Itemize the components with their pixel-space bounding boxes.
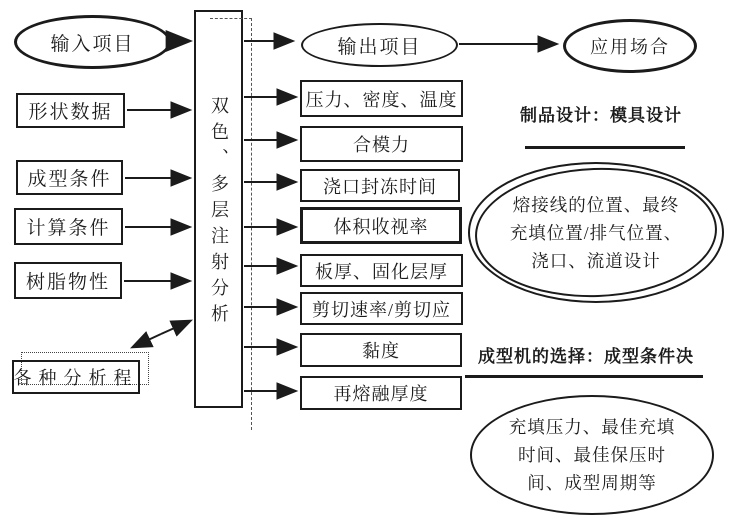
input-box-resin-properties: 树脂物性 bbox=[14, 262, 122, 299]
input-items-ellipse: 输入项目 bbox=[14, 15, 171, 69]
output-box-thickness-cured-layer: 板厚、固化层厚 bbox=[300, 254, 463, 287]
output-box-shear-rate-stress: 剪切速率/剪切应 bbox=[300, 292, 463, 325]
filling-bubble bbox=[470, 395, 714, 515]
process-box-shadow bbox=[210, 18, 252, 430]
fill-bubble-line-3: 间、成型周期等 bbox=[527, 473, 657, 493]
output-items-ellipse: 输出项目 bbox=[301, 23, 458, 67]
underline-machine-selection bbox=[465, 375, 703, 378]
arrow-analysis-down bbox=[133, 334, 161, 347]
output-box-viscosity: 黏度 bbox=[300, 333, 462, 367]
note-machine-selection: 成型机的选择：成型条件决 bbox=[478, 347, 694, 366]
output-box-gate-freeze-time: 浇口封冻时间 bbox=[300, 169, 460, 202]
output-box-pressure-density-temp: 压力、密度、温度 bbox=[300, 80, 463, 117]
weld-bubble-line-3: 浇口、流道设计 bbox=[531, 250, 661, 271]
analysis-program-box: 各种分析程 bbox=[12, 360, 140, 394]
output-box-clamping-force: 合模力 bbox=[300, 126, 463, 162]
input-box-shape-data: 形状数据 bbox=[16, 93, 125, 128]
fill-bubble-line-2: 时间、最佳保压时 bbox=[518, 445, 666, 465]
arrow-analysis-up bbox=[161, 321, 190, 334]
application-ellipse: 应用场合 bbox=[563, 19, 697, 73]
output-box-remelt-thickness: 再熔融厚度 bbox=[300, 376, 462, 410]
weld-bubble-line-2: 充填位置/排气位置、 bbox=[509, 222, 683, 243]
process-box-label: 双色、多层注射分析 bbox=[209, 96, 229, 330]
input-box-calculation-conditions: 计算条件 bbox=[14, 208, 123, 245]
weld-line-bubble bbox=[468, 162, 724, 303]
underline-product-design bbox=[525, 146, 685, 149]
weld-bubble-line-1: 熔接线的位置、最终 bbox=[512, 194, 680, 215]
output-box-volume-shrinkage: 体积收视率 bbox=[300, 207, 462, 244]
note-product-design: 制品设计：模具设计 bbox=[520, 106, 682, 125]
input-box-molding-conditions: 成型条件 bbox=[16, 160, 123, 195]
fill-bubble-line-1: 充填压力、最佳充填 bbox=[508, 417, 676, 437]
